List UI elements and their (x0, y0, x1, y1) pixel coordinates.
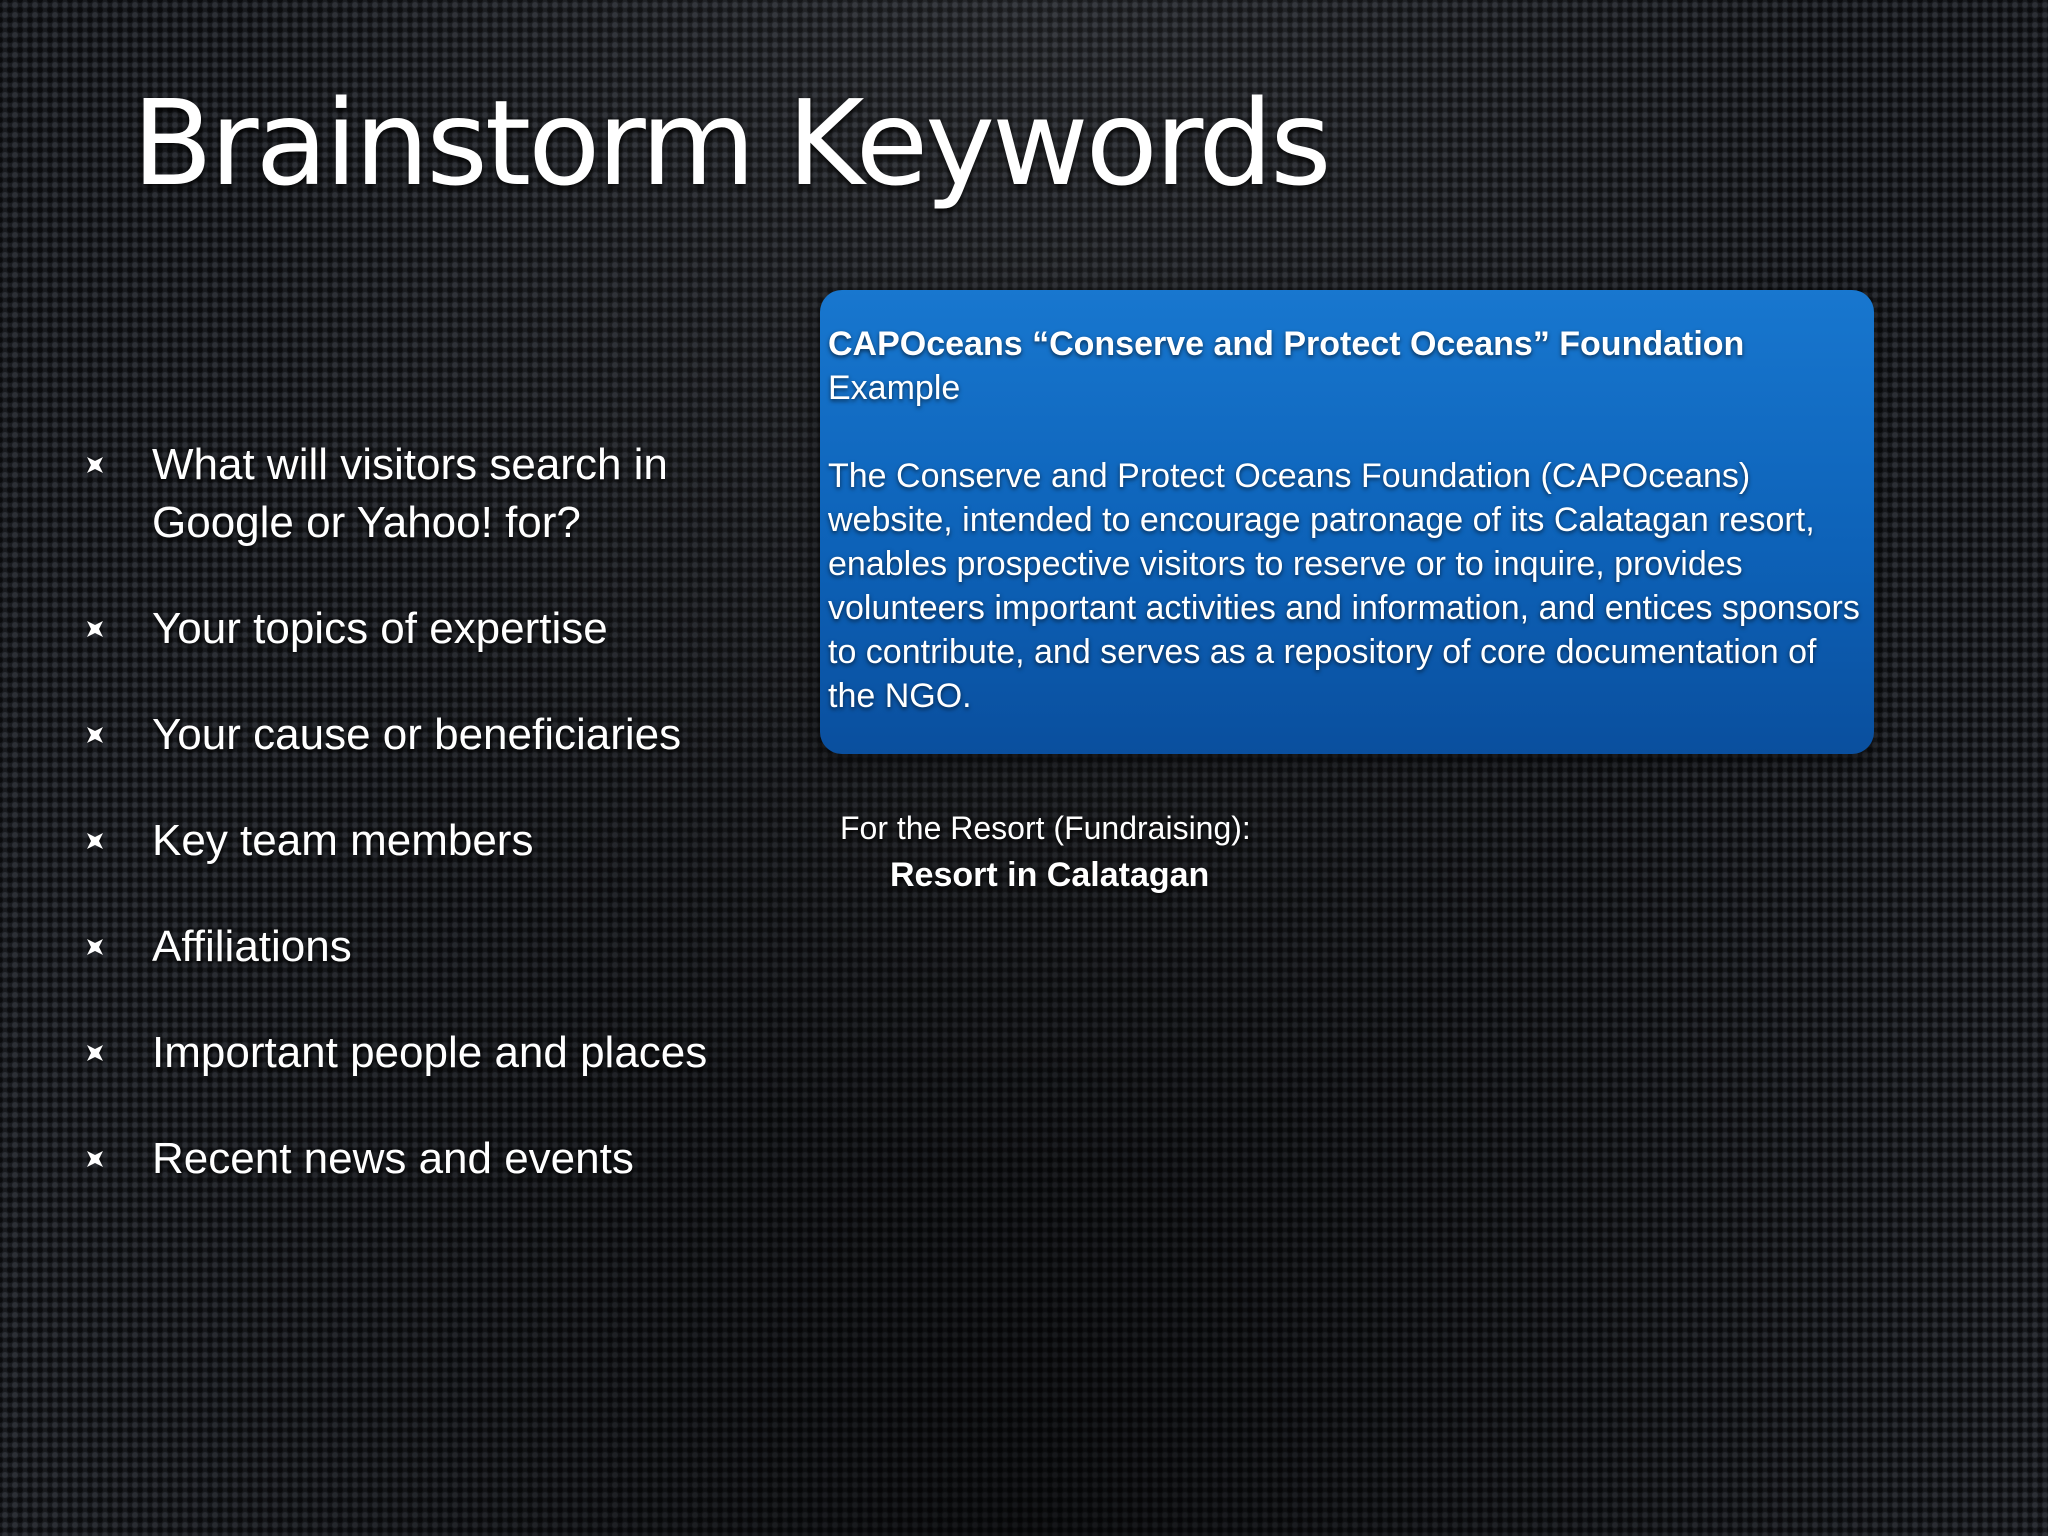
bullet-item (84, 706, 804, 764)
bullet-list (84, 436, 804, 1236)
resort-label: For the Resort (Fundraising): (840, 810, 1251, 846)
bullet-icon (84, 1148, 106, 1170)
example-subtitle: Example (828, 369, 961, 407)
bullet-text: Key team members (152, 816, 534, 865)
bullet-icon (84, 1042, 106, 1064)
bullet-text: Recent news and events (152, 1134, 634, 1183)
example-title: CAPOceans “Conserve and Protect Oceans” Foundation (828, 325, 1745, 363)
bullet-text: Affiliations (152, 922, 352, 971)
bullet-icon (84, 830, 106, 852)
bullet-item (84, 1024, 804, 1082)
slide-title: Brainstorm Keywords (132, 74, 1329, 212)
bullet-item (84, 436, 804, 552)
bullet-text: Your cause or beneficiaries (152, 710, 682, 759)
bullet-icon (84, 936, 106, 958)
bullet-item (84, 918, 804, 976)
bullet-icon (84, 618, 106, 640)
bullet-text: Your topics of expertise (152, 604, 608, 653)
example-callout-box (820, 290, 1874, 754)
resort-keyword: Resort in Calatagan (890, 856, 1210, 894)
example-description: The Conserve and Protect Oceans Foundation (CAPOceans) website, intended to encourage patronage of its Calatagan resort, enables prospective visitors to reserve or to inquire, provides volunteers important activities and information, and entices sponsors to contribute, and serves as a repository of core documentation of the NGO. (828, 457, 1860, 715)
bullet-icon (84, 454, 106, 476)
bullet-item (84, 812, 804, 870)
bullet-text: Important people and places (152, 1028, 708, 1077)
bullet-item (84, 1130, 804, 1188)
bullet-icon (84, 724, 106, 746)
bullet-text: What will visitors search in Google or Yahoo! for? (152, 440, 668, 547)
bullet-item (84, 600, 804, 658)
